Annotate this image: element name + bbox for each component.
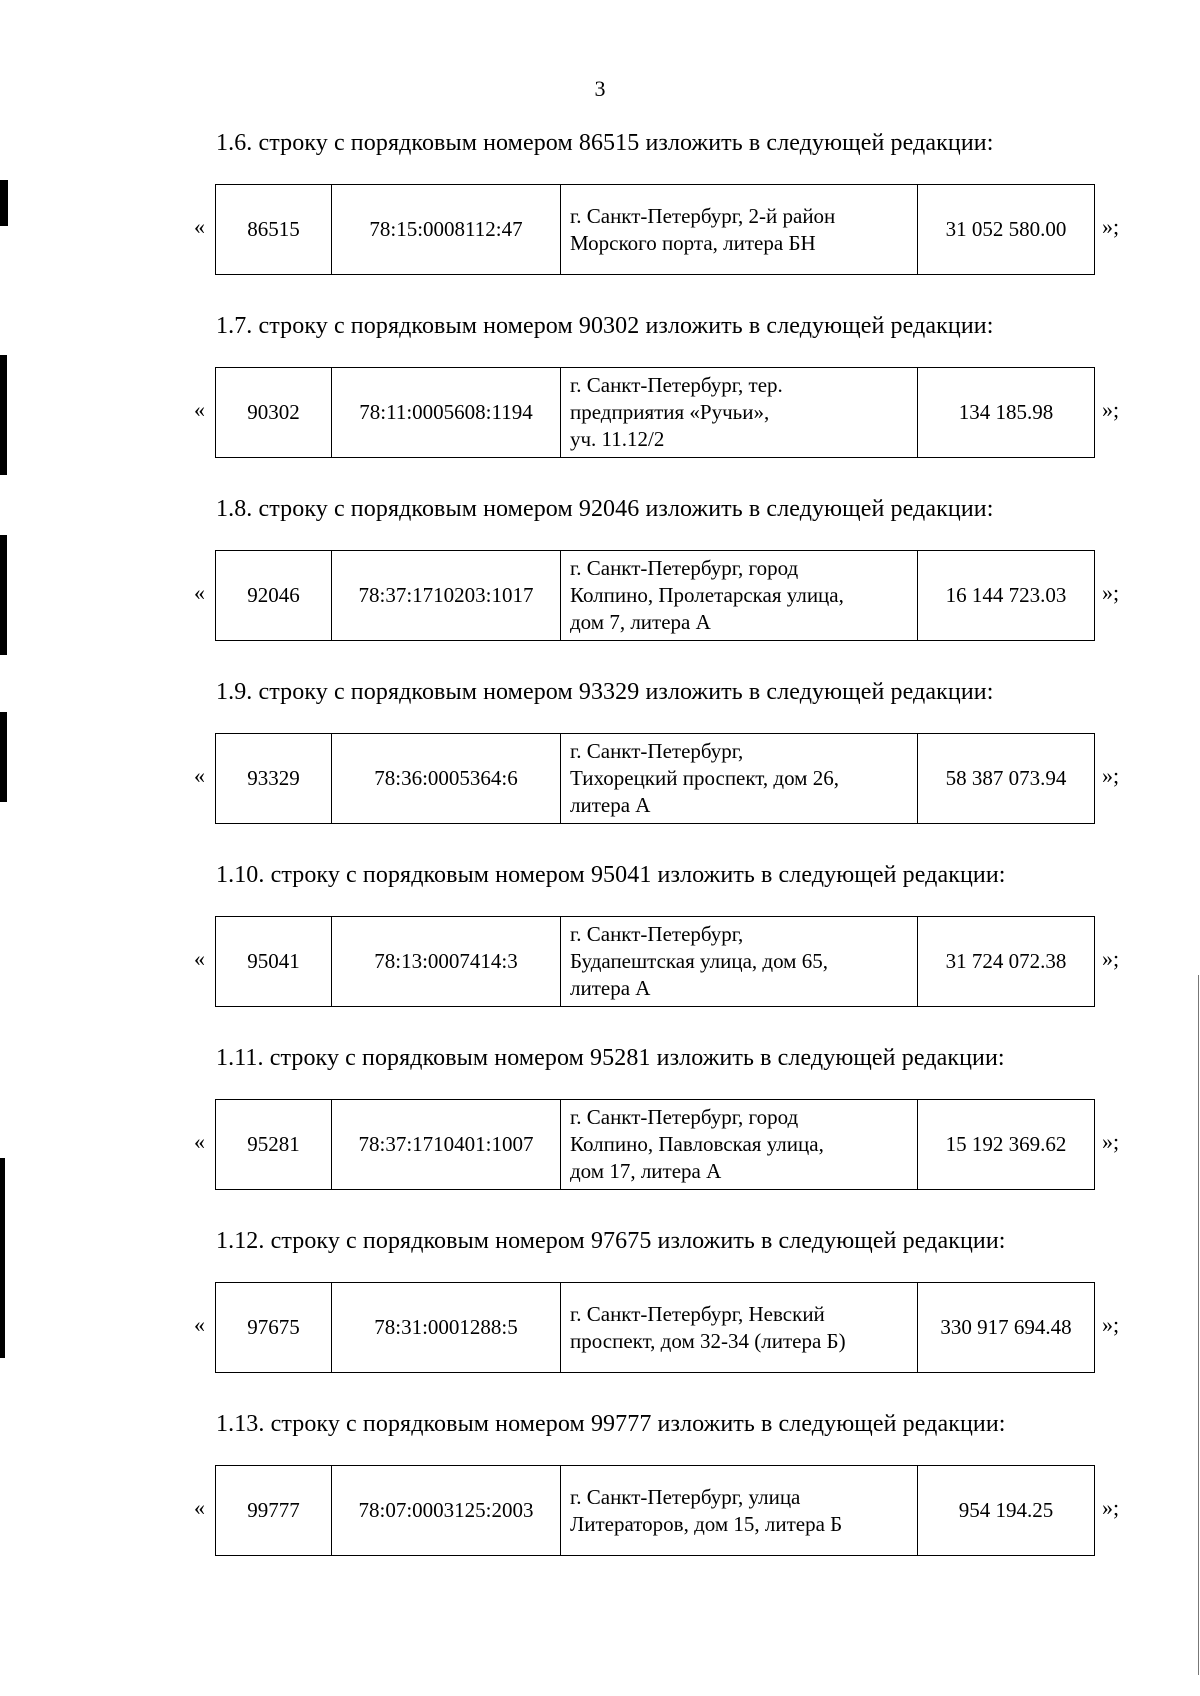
cadastral-number-cell: 78:15:0008112:47: [332, 185, 561, 275]
opening-quote: «: [194, 946, 205, 971]
address-line: литера А: [570, 793, 651, 817]
value-cell: 134 185.98: [918, 368, 1095, 458]
address-line: Колпино, Пролетарская улица,: [570, 583, 844, 607]
address-line: Литераторов, дом 15, литера Б: [570, 1511, 843, 1536]
cadastral-number-cell: 78:36:0005364:6: [332, 734, 561, 824]
amendment-table: [215, 550, 1095, 641]
amendment-heading: 1.10. строку с порядковым номером 95041 изложить в следующей редакции:: [216, 862, 1006, 888]
address-cell: [561, 1466, 918, 1556]
value-cell: 16 144 723.03: [918, 551, 1095, 641]
amendment-heading: 1.13. строку с порядковым номером 99777 изложить в следующей редакции:: [216, 1411, 1006, 1437]
amendment-item: [0, 862, 1200, 1032]
amendment-table: [215, 733, 1095, 824]
amendment-heading: 1.9. строку с порядковым номером 93329 изложить в следующей редакции:: [216, 679, 994, 705]
address-line: г. Санкт-Петербург,: [570, 739, 744, 763]
value-cell: 954 194.25: [918, 1466, 1095, 1556]
closing-quote: »;: [1102, 1312, 1120, 1337]
value-cell: 330 917 694.48: [918, 1283, 1095, 1373]
scan-edge-mark: [0, 180, 8, 226]
amendment-item: [0, 1045, 1200, 1215]
opening-quote: «: [194, 1312, 205, 1337]
row-number-cell: 95041: [216, 917, 332, 1007]
closing-quote: »;: [1102, 1495, 1120, 1520]
opening-quote: «: [194, 580, 205, 605]
address-cell: [561, 1283, 918, 1373]
address-line: литера А: [570, 976, 651, 1000]
amendment-heading: 1.7. строку с порядковым номером 90302 изложить в следующей редакции:: [216, 313, 994, 339]
row-number-cell: 86515: [216, 185, 332, 275]
row-number-cell: 92046: [216, 551, 332, 641]
closing-quote: »;: [1102, 580, 1120, 605]
row-number-cell: 99777: [216, 1466, 332, 1556]
row-number-cell: 97675: [216, 1283, 332, 1373]
address-cell: [561, 917, 918, 1007]
address-line: г. Санкт-Петербург, Невский: [570, 1301, 825, 1326]
value-cell: 31 052 580.00: [918, 185, 1095, 275]
amendment-heading: 1.12. строку с порядковым номером 97675 изложить в следующей редакции:: [216, 1228, 1006, 1254]
scan-edge-mark: [0, 1158, 5, 1358]
address-line: г. Санкт-Петербург,: [570, 922, 744, 946]
address-line: г. Санкт-Петербург, тер.: [570, 373, 783, 397]
address-line: г. Санкт-Петербург, город: [570, 1105, 799, 1129]
amendment-item: [0, 130, 1200, 300]
scan-edge-mark: [0, 355, 7, 475]
closing-quote: »;: [1102, 214, 1120, 239]
address-cell: [561, 368, 918, 458]
address-cell: [561, 185, 918, 275]
row-number-cell: 95281: [216, 1100, 332, 1190]
amendment-table: [215, 367, 1095, 458]
closing-quote: »;: [1102, 763, 1120, 788]
cadastral-number-cell: 78:37:1710203:1017: [332, 551, 561, 641]
cadastral-number-cell: 78:37:1710401:1007: [332, 1100, 561, 1190]
row-number-cell: 90302: [216, 368, 332, 458]
amendment-table: [215, 184, 1095, 275]
address-line: Колпино, Павловская улица,: [570, 1132, 824, 1156]
row-number-cell: 93329: [216, 734, 332, 824]
amendment-table: [215, 916, 1095, 1007]
closing-quote: »;: [1102, 1129, 1120, 1154]
amendment-item: [0, 679, 1200, 849]
opening-quote: «: [194, 763, 205, 788]
address-line: Морского порта, литера БН: [570, 230, 816, 255]
address-line: Будапештская улица, дом 65,: [570, 949, 828, 973]
table-row: [216, 551, 1095, 641]
amendment-table: [215, 1282, 1095, 1373]
address-line: г. Санкт-Петербург, город: [570, 556, 799, 580]
address-line: проспект, дом 32-34 (литера Б): [570, 1328, 846, 1353]
scan-edge-line: [1198, 975, 1199, 1675]
cadastral-number-cell: 78:11:0005608:1194: [332, 368, 561, 458]
address-line: уч. 11.12/2: [570, 427, 665, 451]
table-row: [216, 368, 1095, 458]
table-row: [216, 734, 1095, 824]
amendment-table: [215, 1099, 1095, 1190]
amendment-item: [0, 1228, 1200, 1398]
value-cell: 58 387 073.94: [918, 734, 1095, 824]
value-cell: 15 192 369.62: [918, 1100, 1095, 1190]
address-line: Тихорецкий проспект, дом 26,: [570, 766, 839, 790]
amendment-item: [0, 1411, 1200, 1581]
address-line: предприятия «Ручьи»,: [570, 400, 770, 424]
value-cell: 31 724 072.38: [918, 917, 1095, 1007]
address-line: дом 7, литера А: [570, 610, 711, 634]
table-row: [216, 185, 1095, 275]
address-cell: [561, 734, 918, 824]
page-number: 3: [594, 76, 606, 101]
amendment-item: [0, 313, 1200, 483]
amendment-heading: 1.6. строку с порядковым номером 86515 изложить в следующей редакции:: [216, 130, 994, 156]
cadastral-number-cell: 78:07:0003125:2003: [332, 1466, 561, 1556]
opening-quote: «: [194, 397, 205, 422]
cadastral-number-cell: 78:31:0001288:5: [332, 1283, 561, 1373]
table-row: [216, 1100, 1095, 1190]
address-line: г. Санкт-Петербург, улица: [570, 1484, 801, 1509]
table-row: [216, 917, 1095, 1007]
opening-quote: «: [194, 1129, 205, 1154]
amendment-heading: 1.11. строку с порядковым номером 95281 изложить в следующей редакции:: [216, 1045, 1005, 1071]
closing-quote: »;: [1102, 397, 1120, 422]
cadastral-number-cell: 78:13:0007414:3: [332, 917, 561, 1007]
opening-quote: «: [194, 1495, 205, 1520]
opening-quote: «: [194, 214, 205, 239]
table-row: [216, 1283, 1095, 1373]
amendment-table: [215, 1465, 1095, 1556]
address-cell: [561, 1100, 918, 1190]
address-line: дом 17, литера А: [570, 1159, 722, 1183]
closing-quote: »;: [1102, 946, 1120, 971]
amendment-heading: 1.8. строку с порядковым номером 92046 изложить в следующей редакции:: [216, 496, 994, 522]
scan-edge-mark: [0, 535, 7, 655]
address-line: г. Санкт-Петербург, 2-й район: [570, 203, 836, 228]
address-cell: [561, 551, 918, 641]
amendment-item: [0, 496, 1200, 666]
scan-edge-mark: [0, 712, 7, 802]
table-row: [216, 1466, 1095, 1556]
